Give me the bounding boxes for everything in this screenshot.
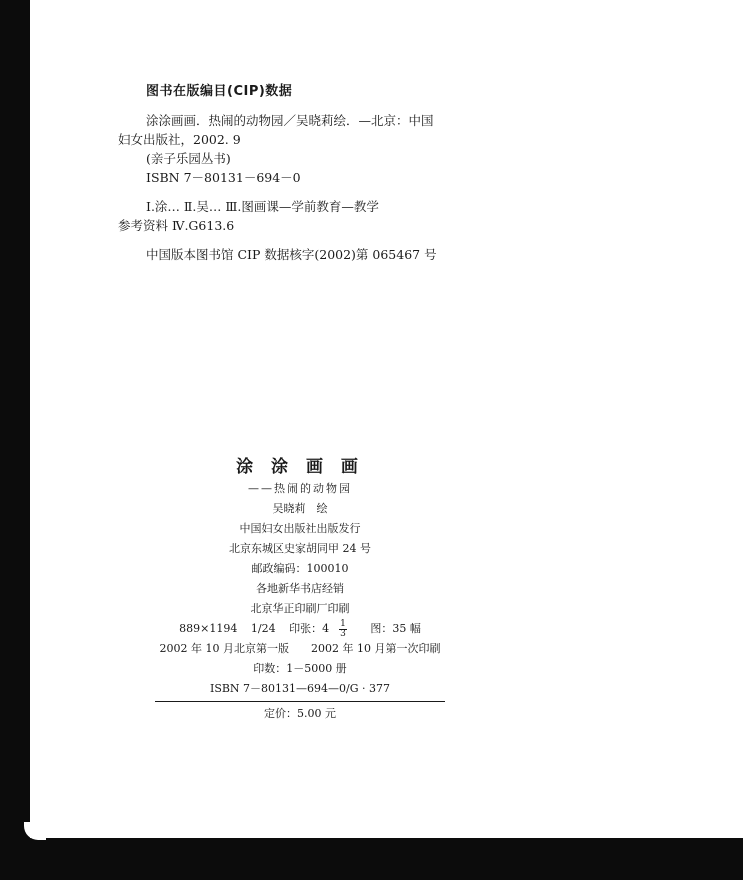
cip-entry-classification: 参考资料 Ⅳ.G613.6 xyxy=(118,218,235,233)
printed-sheets xyxy=(289,618,357,639)
cip-entry-record-number: 中国版本图书馆 CIP 数据核字(2002)第 065467 号 xyxy=(146,247,437,262)
plates-count: 图：35 幅 xyxy=(370,622,421,635)
book-subtitle: ——热闹的动物园 xyxy=(248,482,352,495)
author-line: 吴晓莉 绘 xyxy=(272,502,328,515)
printer-line: 北京华正印刷厂印刷 xyxy=(250,602,350,615)
book-title: 涂 涂 画 画 xyxy=(236,457,364,477)
cip-entry-isbn: ISBN 7－80131－694－0 xyxy=(146,170,301,185)
format-specs xyxy=(145,619,455,639)
cip-heading: 图书在版编目(CIP)数据 xyxy=(146,84,293,99)
publisher-line: 中国妇女出版社出版发行 xyxy=(239,522,361,535)
printed-sheets-label: 印张：4 xyxy=(289,622,330,635)
colophon-block xyxy=(145,455,455,724)
cip-entry-publisher: 妇女出版社，2002. 9 xyxy=(118,132,241,147)
cip-entry-title: 涂涂画画．热闹的动物园／吴晓莉绘．—北京：中国 xyxy=(146,113,434,128)
address-line: 北京东城区史家胡同甲 24 号 xyxy=(229,542,371,555)
sheets-numerator: 1 xyxy=(340,618,346,629)
edition-line: 2002 年 10 月北京第一版 2002 年 10 月第一次印刷 xyxy=(159,642,441,655)
scan-bottom-edge xyxy=(0,838,743,880)
cip-entry-subjects: Ⅰ.涂… Ⅱ.吴… Ⅲ.图画课—学前教育—教学 xyxy=(146,199,379,214)
sheets-fraction xyxy=(334,620,352,639)
sheets-denominator: 3 xyxy=(340,628,346,639)
distributor-line: 各地新华书店经销 xyxy=(256,582,344,595)
print-run-line: 印数：1－5000 册 xyxy=(253,662,347,675)
cip-block xyxy=(118,80,538,264)
format-fold: 1/24 xyxy=(250,622,276,635)
cip-entry-series: (亲子乐园丛书) xyxy=(146,151,231,166)
scan-left-edge xyxy=(0,0,30,880)
postcode-line: 邮政编码：100010 xyxy=(251,562,349,575)
divider-rule xyxy=(155,701,445,702)
price-line: 定价：5.00 元 xyxy=(264,707,336,720)
isbn-line: ISBN 7－80131—694—0/G · 377 xyxy=(209,682,391,695)
format-size: 889×1194 xyxy=(179,622,238,635)
